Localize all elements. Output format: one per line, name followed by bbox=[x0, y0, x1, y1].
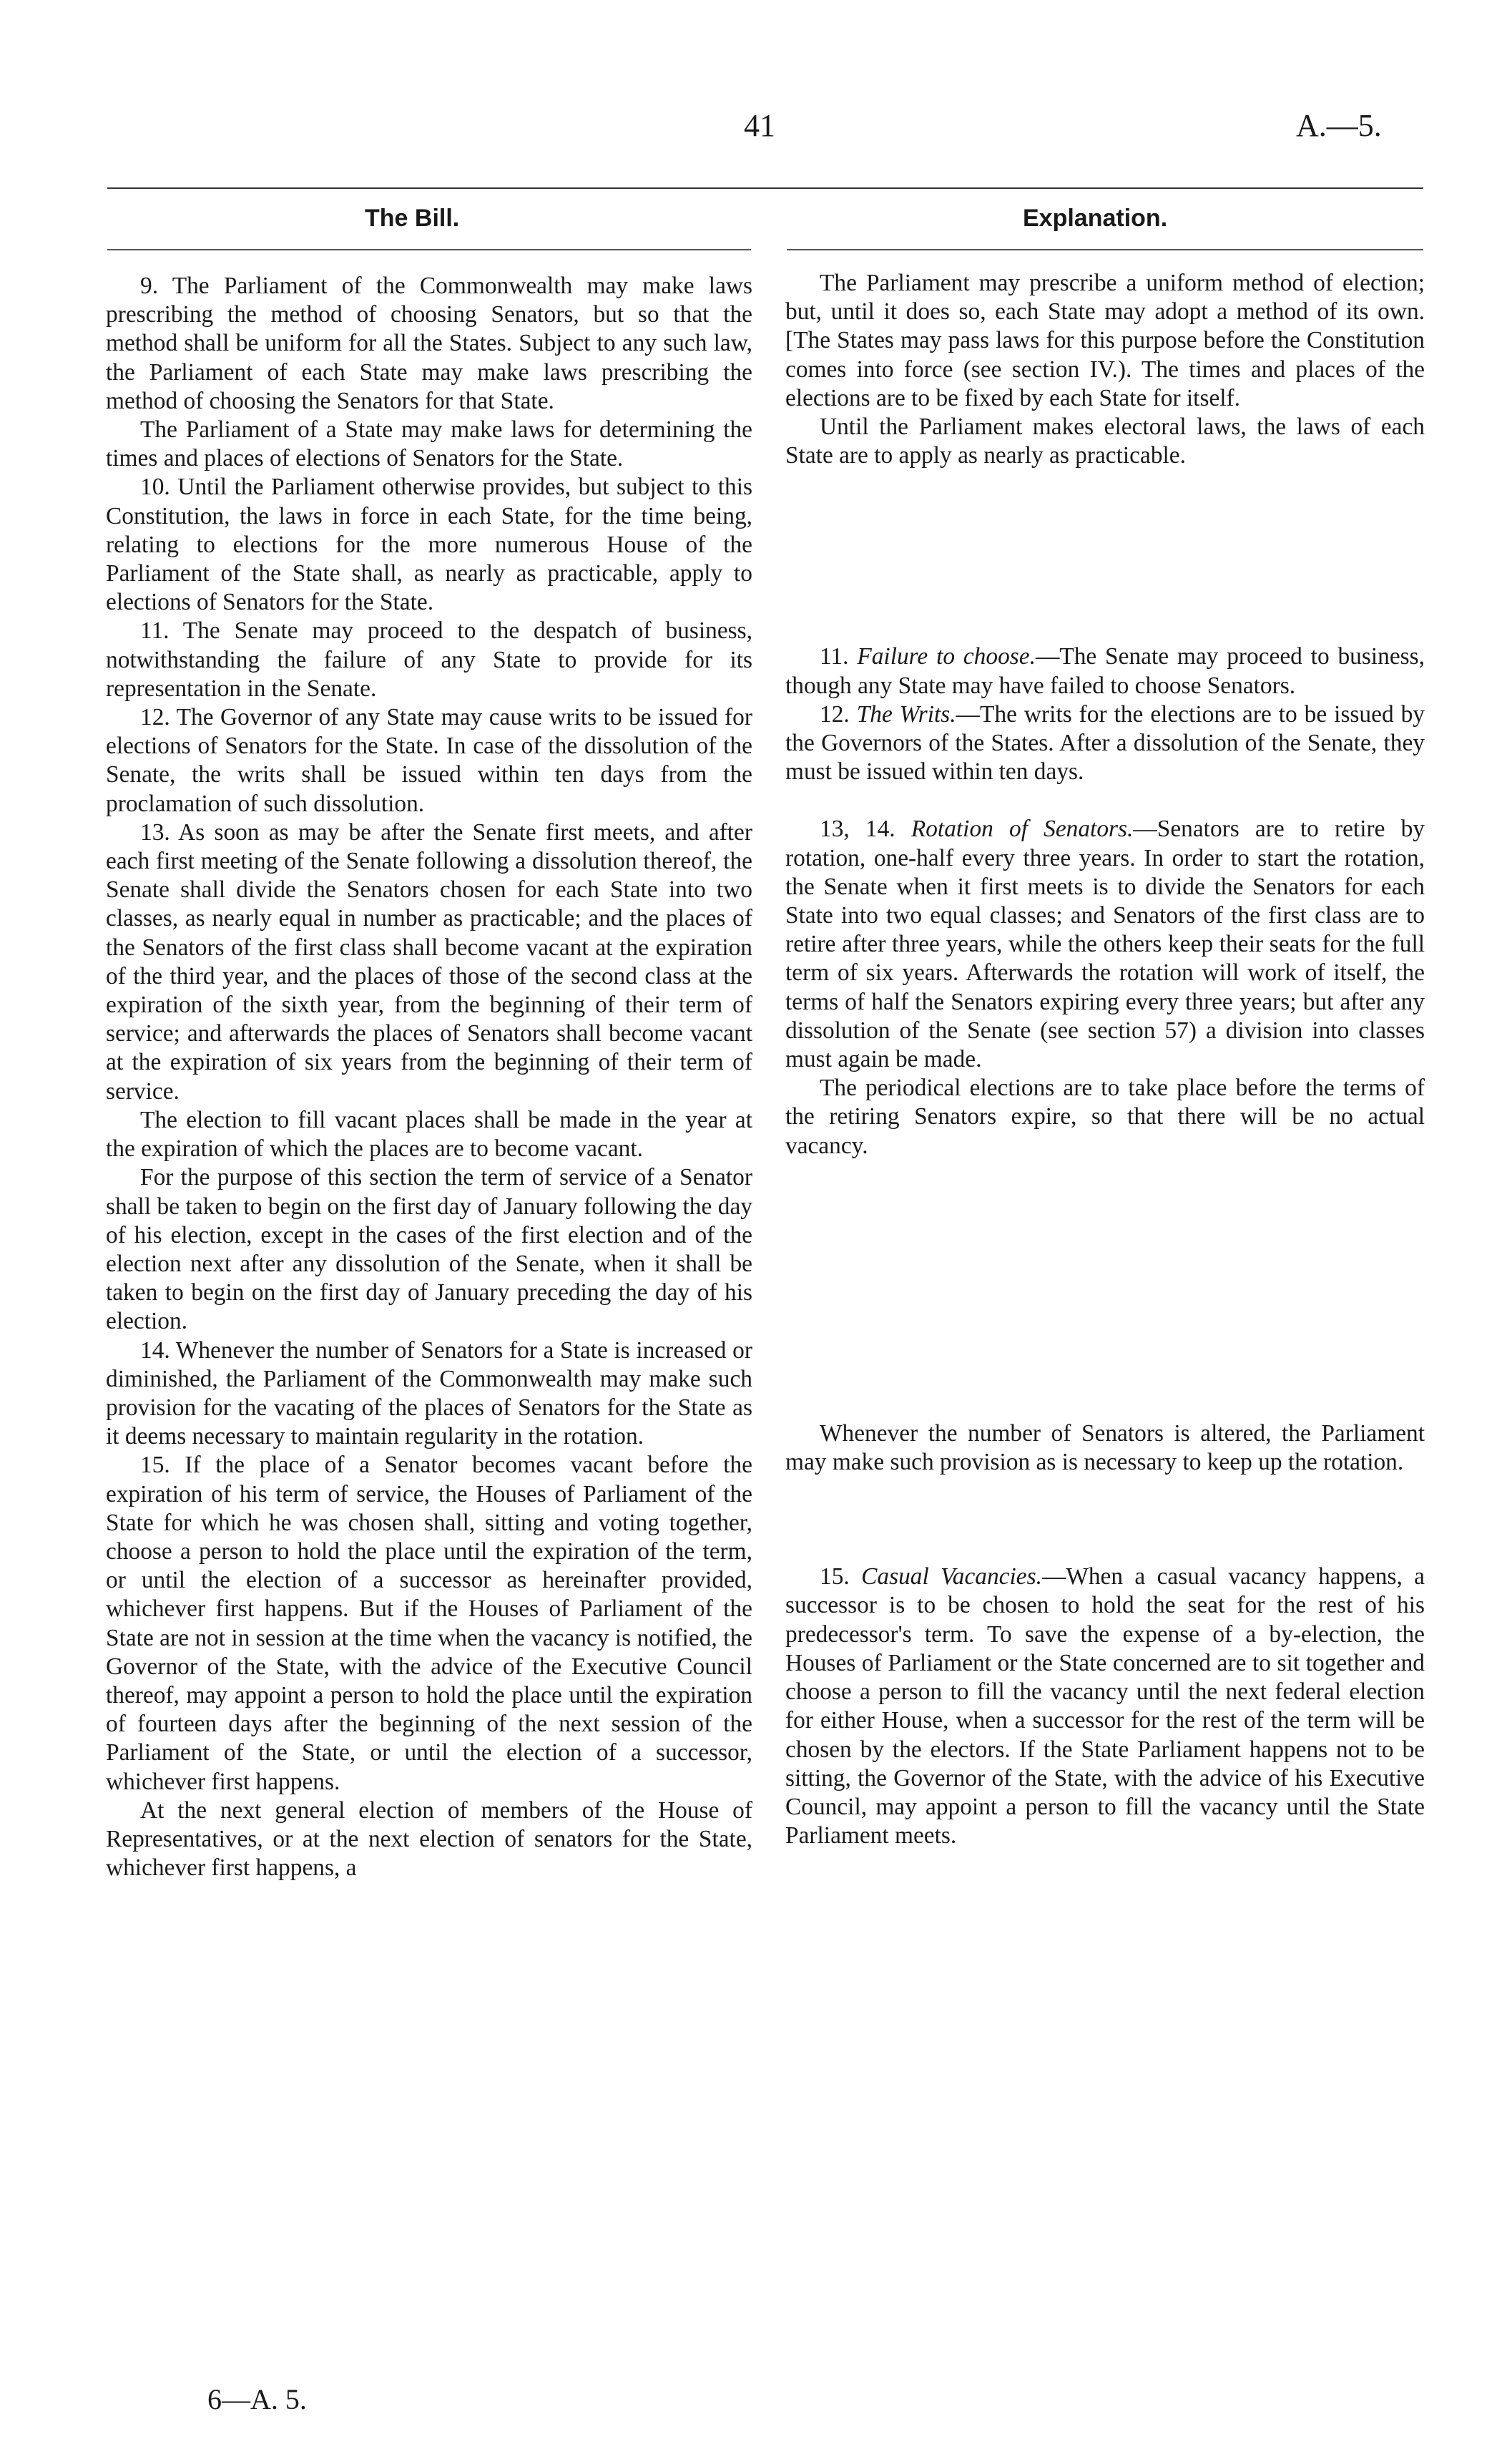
section-text: —The Senate may proceed to business, though any State may have failed to choose Senators. bbox=[785, 643, 1425, 699]
bill-paragraph: 10. Until the Parliament otherwise provides, but subject to this Constitution, the laws in force in each State, for the time being, relating to elections for the more numerous House of the Parliament of the State shall, as nearly as practicable, apply to elections of Senators for the State. bbox=[106, 474, 752, 616]
bill-paragraph: The Parliament of a State may make laws for determining the times and places of elections of Senators for the State. bbox=[106, 416, 752, 472]
section-text: —When a casual vacancy happens, a successor is to be chosen to hold the seat for the rest of his predecessor's term. To save the expense of a by-election, the Houses of Parliament or the State concerned are to sit together and choose a person to fill the vacancy until the next federal election for either House, when a successor for the rest of the term will be chosen by the electors. If the State Parliament happens not to be sitting, the Governor of the State, with the advice of his Executive Council, may appoint a person to fill the vacancy until the State Parliament meets. bbox=[785, 1563, 1425, 1849]
section-title: Casual Vacancies. bbox=[861, 1563, 1042, 1590]
section-text: —The writs for the elections are to be issued by the Governors of the States. After a dissolution of the Senate, they must be issued within ten days. bbox=[785, 700, 1425, 786]
heading-rule-right bbox=[787, 249, 1423, 250]
explanation-paragraph: The periodical elections are to take place before the terms of the retiring Senators expire, so that there will be no actual vacancy. bbox=[785, 1075, 1425, 1159]
section-number: 13, 14. bbox=[820, 816, 895, 843]
section-number: 15. bbox=[820, 1563, 850, 1590]
heading-rule-left bbox=[107, 249, 751, 250]
page-number: 41 bbox=[744, 108, 775, 143]
signature-mark: 6—A. 5. bbox=[207, 2383, 307, 2415]
explanation-paragraph bbox=[785, 1563, 1425, 1850]
explanation-paragraph bbox=[785, 700, 1425, 787]
top-rule bbox=[107, 187, 1423, 189]
bill-paragraph: For the purpose of this section the term of service of a Senator shall be taken to begin on the first day of January following the day of his election, except in the cases of the first election and of the election next after any dissolution of the Senate, when it shall be taken to begin on the first day of January preceding the day of his election. bbox=[106, 1164, 752, 1335]
bill-paragraph: 9. The Parliament of the Commonwealth may make laws prescribing the method of choosing Senators, but so that the method shall be uniform for all the States. Subject to any such law, the Parliament of each State may make laws prescribing the method of choosing the Senators for that State. bbox=[106, 273, 752, 414]
section-title: The Writs. bbox=[856, 700, 956, 728]
column-heading-explanation: Explanation. bbox=[1023, 205, 1168, 232]
bill-paragraph: 15. If the place of a Senator becomes vacant before the expiration of his term of service, the Houses of Parliament of the State for which he was chosen shall, sitting and voting together, choose a person to hold the place until the expiration of the term, or until the election of a successor as hereinafter provided, whichever first happens. But if the Houses of Parliament of the State are not in session at the time when the vacancy is notified, the Governor of the State, with the advice of the Executive Council thereof, may appoint a person to hold the place until the expiration of fourteen days after the beginning of the next session of the Parliament of the State, or until the election of a successor, whichever first happens. bbox=[106, 1452, 752, 1795]
explanation-column bbox=[785, 269, 1425, 1850]
explanation-paragraph: The Parliament may prescribe a uniform method of election; but, until it does so, each State may adopt a method of its own. [The States may pass laws for this purpose before the Constitution comes into force (see section IV.). The times and places of the elections are to be fixed by each State for itself. bbox=[785, 270, 1425, 411]
bill-paragraph: 12. The Governor of any State may cause writs to be issued for elections of Senators for the State. In case of the dissolution of the Senate, the writs shall be issued within ten days from the proclamation of such dissolution. bbox=[106, 704, 752, 817]
bill-paragraph: 13. As soon as may be after the Senate first meets, and after each first meeting of the Senate following a dissolution thereof, the Senate shall divide the Senators chosen for each State into two classes, as nearly equal in number as practicable; and the places of the Senators of the first class shall become vacant at the expiration of the third year, and the places of those of the second class at the expiration of the sixth year, from the beginning of their term of service; and afterwards the places of Senators shall become vacant at the expiration of six years from the beginning of their term of service. bbox=[106, 818, 752, 1105]
bill-paragraph: 11. The Senate may proceed to the despatch of business, notwithstanding the failure of any State to provide for its representation in the Senate. bbox=[106, 617, 752, 702]
bill-column bbox=[106, 272, 752, 1882]
bill-paragraph: At the next general election of members of the House of Representatives, or at the next election of senators for the State, whichever first happens, a bbox=[106, 1796, 752, 1882]
section-number: 12. bbox=[820, 700, 850, 728]
section-text: —Senators are to retire by rotation, one-half every three years. In order to start the rotation, the Senate when it first meets is to divide the Senators for each State into two equal classes; and Senators of the first class are to retire after three years, while the others keep their seats for the full term of six years. Afterwards the rotation will work of itself, the terms of half the Senators expiring every three years; but after any dissolution of the Senate (see section 57) a division into classes must again be made. bbox=[785, 816, 1425, 1073]
page-reference: A.—5. bbox=[1296, 108, 1382, 143]
bill-paragraph: The election to fill vacant places shall be made in the year at the expiration of which the places are to become vacant. bbox=[106, 1106, 752, 1163]
bill-paragraph: 14. Whenever the number of Senators for a State is increased or diminished, the Parliament of the Commonwealth may make such provision for the vacating of the places of Senators for the State as it deems necessary to maintain regularity in the rotation. bbox=[106, 1336, 752, 1450]
explanation-paragraph bbox=[785, 815, 1425, 1074]
explanation-paragraph: Until the Parliament makes electoral laws, the laws of each State are to apply as nearly as practicable. bbox=[785, 414, 1425, 469]
column-heading-bill: The Bill. bbox=[365, 205, 460, 232]
section-title: Rotation of Senators. bbox=[910, 816, 1134, 843]
explanation-paragraph: Whenever the number of Senators is altered, the Parliament may make such provision as is necessary to keep up the rotation. bbox=[785, 1419, 1425, 1476]
explanation-paragraph bbox=[785, 642, 1425, 700]
section-number: 11. bbox=[820, 643, 849, 670]
section-title: Failure to choose. bbox=[857, 643, 1036, 670]
